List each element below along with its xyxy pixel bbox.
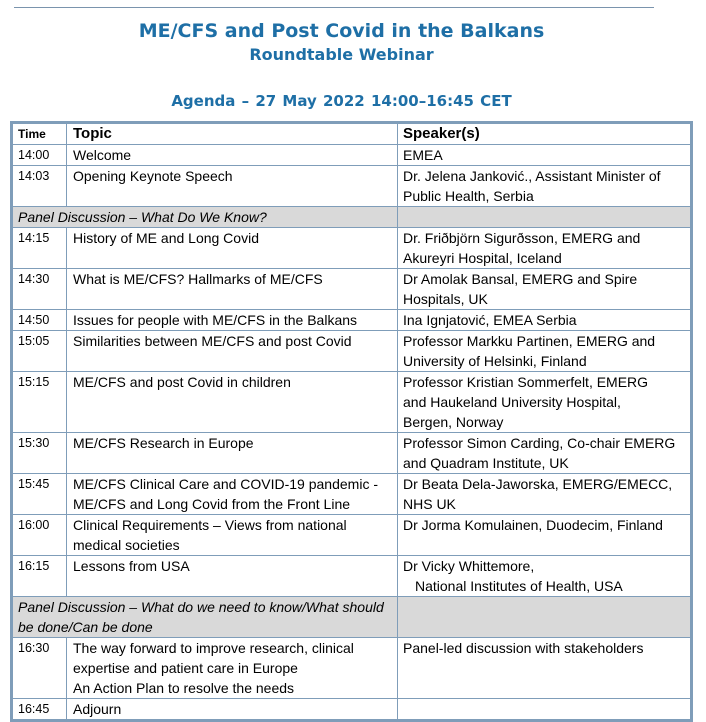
- row-topic: [67, 515, 398, 556]
- row-time: 16:15: [12, 556, 67, 597]
- panel-section-empty: [398, 597, 692, 638]
- panel-section-title: Panel Discussion – What do we need to know/What should be done/Can be done: [12, 597, 398, 638]
- speaker-line: Public Health, Serbia: [403, 188, 534, 204]
- panel-section-empty: [398, 207, 692, 228]
- row-speaker: [398, 699, 692, 721]
- header-topic: Topic: [67, 123, 398, 145]
- row-topic: [67, 556, 398, 597]
- table-row: [12, 145, 692, 166]
- topic-line: ME/CFS and post Covid in children: [73, 374, 291, 390]
- speaker-line: EMEA: [403, 147, 443, 163]
- topic-line: The way forward to improve research, clinical: [73, 640, 354, 656]
- topic-line: History of ME and Long Covid: [73, 230, 259, 246]
- page-subtitle: Roundtable Webinar: [249, 45, 434, 64]
- table-row: [12, 228, 692, 269]
- row-speaker: [398, 515, 692, 556]
- row-topic: [67, 228, 398, 269]
- speaker-line: Professor Simon Carding, Co-chair EMERG: [403, 435, 676, 451]
- speaker-line: University of Helsinki, Finland: [403, 353, 587, 369]
- table-row: [12, 638, 692, 699]
- row-time: 15:15: [12, 372, 67, 433]
- row-topic: [67, 474, 398, 515]
- table-row: [12, 372, 692, 433]
- table-row: [12, 166, 692, 207]
- row-speaker: [398, 310, 692, 331]
- row-topic: [67, 433, 398, 474]
- row-time: 14:00: [12, 145, 67, 166]
- row-speaker: [398, 331, 692, 372]
- speaker-line: NHS UK: [403, 496, 456, 512]
- topic-line: ME/CFS Research in Europe: [73, 435, 254, 451]
- row-time: 16:30: [12, 638, 67, 699]
- topic-line: expertise and patient care in Europe: [73, 660, 298, 676]
- panel-section-title: Panel Discussion – What Do We Know?: [12, 207, 398, 228]
- row-time: 15:30: [12, 433, 67, 474]
- row-speaker: [398, 638, 692, 699]
- top-rule: [14, 7, 654, 8]
- row-topic: [67, 310, 398, 331]
- speaker-line: National Institutes of Health, USA: [415, 578, 623, 594]
- row-time: 14:15: [12, 228, 67, 269]
- speaker-line: and Haukeland University Hospital,: [403, 394, 621, 410]
- row-time: 14:50: [12, 310, 67, 331]
- speaker-line: Panel-led discussion with stakeholders: [403, 640, 644, 656]
- header-speaker: Speaker(s): [398, 123, 692, 145]
- speaker-line: and Quadram Institute, UK: [403, 455, 569, 471]
- panel-section-row: [12, 207, 692, 228]
- topic-line: Opening Keynote Speech: [73, 168, 233, 184]
- speaker-line: Professor Kristian Sommerfelt, EMERG: [403, 374, 649, 390]
- row-speaker: [398, 556, 692, 597]
- row-time: 16:00: [12, 515, 67, 556]
- header-time: Time: [12, 123, 67, 145]
- topic-line: ME/CFS Clinical Care and COVID-19 pandemic -: [73, 476, 378, 492]
- speaker-line: Dr Beata Dela-Jaworska, EMERG/EMECC,: [403, 476, 673, 492]
- topic-line: Adjourn: [73, 701, 122, 717]
- row-speaker: [398, 474, 692, 515]
- topic-line: Similarities between ME/CFS and post Covid: [73, 333, 352, 349]
- speaker-line: Dr Amolak Bansal, EMERG and Spire: [403, 271, 638, 287]
- row-time: 16:45: [12, 699, 67, 721]
- table-header-row: [12, 123, 692, 145]
- agenda-date-line: Agenda – 27 May 2022 14:00–16:45 CET: [171, 92, 512, 110]
- speaker-line: Dr Vicky Whittemore,: [403, 558, 535, 574]
- table-row: [12, 331, 692, 372]
- table-row: [12, 515, 692, 556]
- table-row: [12, 269, 692, 310]
- topic-line: ME/CFS and Long Covid from the Front Line: [73, 496, 351, 512]
- table-row: [12, 556, 692, 597]
- row-speaker: [398, 145, 692, 166]
- row-topic: [67, 145, 398, 166]
- panel-section-row: [12, 597, 692, 638]
- speaker-line: Bergen, Norway: [403, 414, 504, 430]
- topic-line: Issues for people with ME/CFS in the Balkans: [73, 312, 358, 328]
- row-topic: [67, 269, 398, 310]
- row-time: 14:30: [12, 269, 67, 310]
- topic-line: Welcome: [73, 147, 132, 163]
- topic-line: What is ME/CFS? Hallmarks of ME/CFS: [73, 271, 323, 287]
- agenda-body: [12, 145, 692, 721]
- topic-line: An Action Plan to resolve the needs: [73, 680, 295, 696]
- row-time: 15:05: [12, 331, 67, 372]
- page-title: ME/CFS and Post Covid in the Balkans: [138, 20, 545, 42]
- row-speaker: [398, 228, 692, 269]
- speaker-line: Ina Ignjatović, EMEA Serbia: [403, 312, 577, 328]
- speaker-line: Dr. Jelena Janković., Assistant Minister of: [403, 168, 661, 184]
- row-speaker: [398, 433, 692, 474]
- row-speaker: [398, 269, 692, 310]
- row-topic: [67, 638, 398, 699]
- row-topic: [67, 331, 398, 372]
- speaker-line: Akureyri Hospital, Iceland: [403, 250, 562, 266]
- table-row: [12, 474, 692, 515]
- topic-line: Lessons from USA: [73, 558, 190, 574]
- speaker-line: Professor Markku Partinen, EMERG and: [403, 333, 656, 349]
- row-topic: [67, 699, 398, 721]
- row-speaker: [398, 372, 692, 433]
- row-time: 15:45: [12, 474, 67, 515]
- speaker-line: Dr Jorma Komulainen, Duodecim, Finland: [403, 517, 663, 533]
- row-time: 14:03: [12, 166, 67, 207]
- topic-line: medical societies: [73, 537, 180, 553]
- table-row: [12, 699, 692, 721]
- table-row: [12, 433, 692, 474]
- agenda-table: [10, 121, 693, 722]
- row-speaker: [398, 166, 692, 207]
- speaker-line: [403, 699, 690, 719]
- row-topic: [67, 166, 398, 207]
- table-row: [12, 310, 692, 331]
- speaker-line: Dr. Friðbjörn Sigurðsson, EMERG and: [403, 230, 641, 246]
- row-topic: [67, 372, 398, 433]
- speaker-line: Hospitals, UK: [403, 291, 488, 307]
- topic-line: Clinical Requirements – Views from national: [73, 517, 347, 533]
